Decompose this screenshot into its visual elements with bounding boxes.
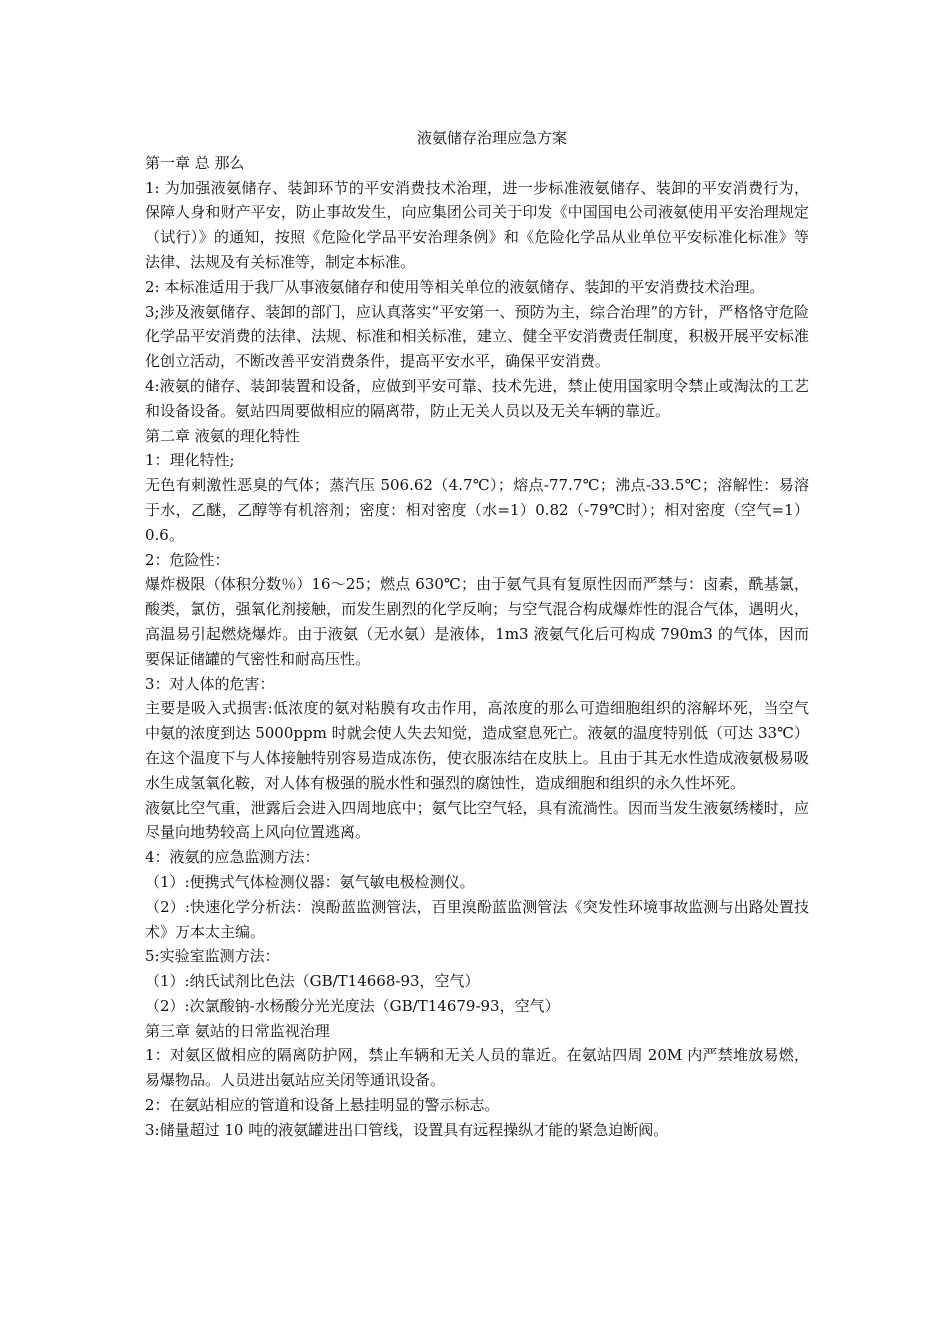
document-body [145, 126, 809, 1143]
paragraph: 2：在氨站相应的管道和设备上悬挂明显的警示标志。 [145, 1096, 500, 1115]
paragraph: 液氨比空气重，泄露后会进入四周地底中；氨气比空气轻，具有流淌性。因而当发生液氨绣楼时，应尽量向地势较高上风向位置逃离。 [145, 798, 809, 842]
paragraph: 4：液氨的应急监测方法： [145, 848, 320, 867]
paragraph: 1: 为加强液氨储存、装卸环节的平安消费技术治理，进一步标准液氨储存、装卸的平安消费行为，保障人身和财产平安，防止事故发生，向应集团公司关于印发《中国国电公司液氨使用平安治理规定（试行）》的通知，按照《危险化学品平安治理条例》和《危险化学品从业单位平安标准化标准》等法律、法规及有关标准等，制定本标准。 [145, 178, 809, 271]
chapter-2-heading: 第二章 液氨的理化特性 [145, 426, 300, 445]
paragraph: 无色有刺激性恶臭的气体；蒸汽压 506.62（4.7℃）；熔点-77.7℃；沸点-33.5℃；溶解性：易溶于水，乙醚，乙醇等有机溶剂；密度：相对密度（水=1）0.82（-79℃时）；相对密度（空气=1）0.6。 [145, 476, 809, 544]
paragraph: （2）:快速化学分析法：溴酚蓝监测管法，百里溴酚蓝监测管法《突发性环境事故监测与出路处置技术》万本太主编。 [145, 897, 809, 941]
paragraph: 5:实验室监测方法： [145, 947, 280, 966]
paragraph: 2: 本标准适用于我厂从事液氨储存和使用等相关单位的液氨储存、装卸的平安消费技术治理。 [145, 277, 765, 296]
paragraph: （1）:纳氏试剂比色法（GB/T14668-93，空气） [145, 972, 480, 991]
paragraph: 1：理化特性; [145, 451, 235, 470]
document-title: 液氨储存治理应急方案 [416, 129, 567, 147]
paragraph: 爆炸极限（体积分数％）16～25；燃点 630℃；由于氨气具有复原性因而严禁与：卤素，酰基氯，酸类，氯仿，强氧化剂接触，而发生剧烈的化学反响；与空气混合构成爆炸性的混合气体，遇明火，高温易引起燃烧爆炸。由于液氨（无水氨）是液体，1m3 液氨气化后可构成 790m3 的气体，因而要保证储罐的气密性和耐高压性。 [145, 575, 809, 668]
paragraph: 4:液氨的储存、装卸装置和设备，应做到平安可靠、技术先进，禁止使用国家明令禁止或淘汰的工艺和设备设备。氨站四周要做相应的隔离带，防止无关人员以及无关车辆的靠近。 [145, 376, 809, 420]
paragraph: 2：危险性： [145, 550, 230, 569]
paragraph: 主要是吸入式损害:低浓度的氨对粘膜有攻击作用，高浓度的那么可造细胞组织的溶解坏死，当空气中氨的浓度到达 5000ppm 时就会使人失去知觉，造成窒息死亡。液氨的温度特别低（可达 33℃）在这个温度下与人体接触特别容易造成冻伤，使衣服冻结在皮肤上。且由于其无水性造成液氨极易吸水生成氢氧化鞍，对人体有极强的脱水性和强烈的腐蚀性，造成细胞和组织的永久性坏死。 [145, 699, 809, 792]
paragraph: 3:储量超过 10 吨的液氨罐进出口管线，设置具有远程操纵才能的紧急迫断阀。 [145, 1120, 669, 1139]
paragraph: （2）:次氯酸钠-水杨酸分光光度法（GB/T14679-93，空气） [145, 996, 560, 1015]
chapter-3-heading: 第三章 氨站的日常监视治理 [145, 1021, 330, 1040]
chapter-1-heading: 第一章 总 那么 [145, 153, 245, 172]
paragraph: 3：对人体的危害： [145, 674, 275, 693]
paragraph: （1）:便携式气体检测仪器：氨气敏电极检测仪。 [145, 872, 475, 891]
paragraph: 3;涉及液氨储存、装卸的部门，应认真落实“平安第一、预防为主，综合治理”的方针，严格恪守危险化学品平安消费的法律、法规、标准和相关标准，建立、健全平安消费责任制度，积极开展平安标准化创立活动，不断改善平安消费条件，提高平安水平，确保平安消费。 [145, 302, 809, 371]
paragraph: 1：对氨区做相应的隔离防护网，禁止车辆和无关人员的靠近。在氨站四周 20M 内严禁堆放易燃，易爆物品。人员进出氨站应关闭等通讯设备。 [145, 1046, 809, 1090]
